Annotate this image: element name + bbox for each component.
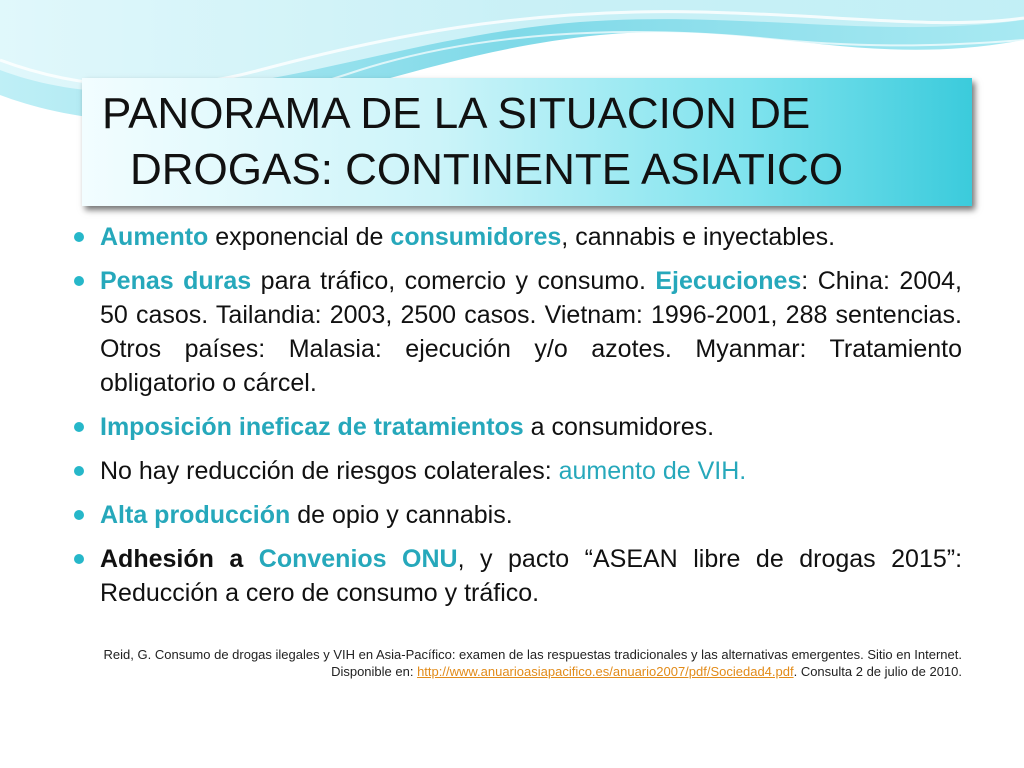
slide-title xyxy=(102,86,962,198)
bullet-text-segment: Imposición ineficaz de tratamientos xyxy=(100,413,524,441)
bullet-item xyxy=(72,454,962,488)
bullet-text-segment: de opio y cannabis. xyxy=(290,501,513,529)
title-banner xyxy=(82,78,972,206)
bullet-dot-icon xyxy=(74,276,84,286)
bullet-list xyxy=(72,220,962,620)
bullet-text-segment: , y pacto “ASEAN libre de drogas 2015”: Reducción a cero de consumo y tráfico. xyxy=(100,545,963,607)
reference-link[interactable]: http://www.anuarioasiapacifico.es/anuario2007/pdf/Sociedad4.pdf xyxy=(417,664,794,679)
bullet-item xyxy=(72,410,962,444)
bullet-dot-icon xyxy=(74,232,84,242)
bullet-text-segment: : China: 2004, 50 casos. Tailandia: 2003, 2500 casos. Vietnam: 1996-2001, 288 sentencias. Otros países: Malasia: ejecución y/o azotes. Myanmar: Tratamiento obligatorio o cárcel. xyxy=(100,267,962,397)
bullet-item xyxy=(72,498,962,532)
bullet-text-segment: para tráfico, comercio y consumo. xyxy=(251,267,656,295)
bullet-text-segment: No hay reducción de riesgos colaterales: xyxy=(100,457,559,485)
bullet-dot-icon xyxy=(74,466,84,476)
bullet-text-segment: , cannabis e inyectables. xyxy=(561,223,836,251)
bullet-text-segment: Aumento xyxy=(100,223,209,251)
bullet-text-segment: exponencial de xyxy=(208,223,391,251)
reference-text-end: . Consulta 2 de julio de 2010. xyxy=(793,664,962,679)
bullet-text-segment: aumento de VIH. xyxy=(558,457,747,485)
bullet-text-segment: Penas duras xyxy=(100,267,252,295)
bullet-text-segment: Ejecuciones xyxy=(655,267,802,295)
slide-title-line-1: PANORAMA DE LA SITUACION DE xyxy=(102,89,811,138)
slide-title-line-2: DROGAS: CONTINENTE ASIATICO xyxy=(130,145,844,194)
bullet-item xyxy=(72,264,962,400)
bullet-dot-icon xyxy=(74,422,84,432)
bullet-dot-icon xyxy=(74,554,84,564)
bullet-text-segment: a consumidores. xyxy=(523,413,715,441)
bullet-text-segment: Convenios ONU xyxy=(258,545,458,573)
reference-citation xyxy=(60,646,962,680)
bullet-text-segment: Alta producción xyxy=(100,501,291,529)
bullet-text-segment: consumidores xyxy=(390,223,562,251)
bullet-text-segment: Adhesión a xyxy=(100,545,259,573)
bullet-item xyxy=(72,220,962,254)
bullet-item xyxy=(72,542,962,610)
bullet-dot-icon xyxy=(74,510,84,520)
reference-text: Reid, G. Consumo de drogas ilegales y VIH en Asia-Pacífico: examen de las respuestas tradicionales y las alternativas emergentes. Sitio en Internet. Disponible en: xyxy=(103,647,962,679)
